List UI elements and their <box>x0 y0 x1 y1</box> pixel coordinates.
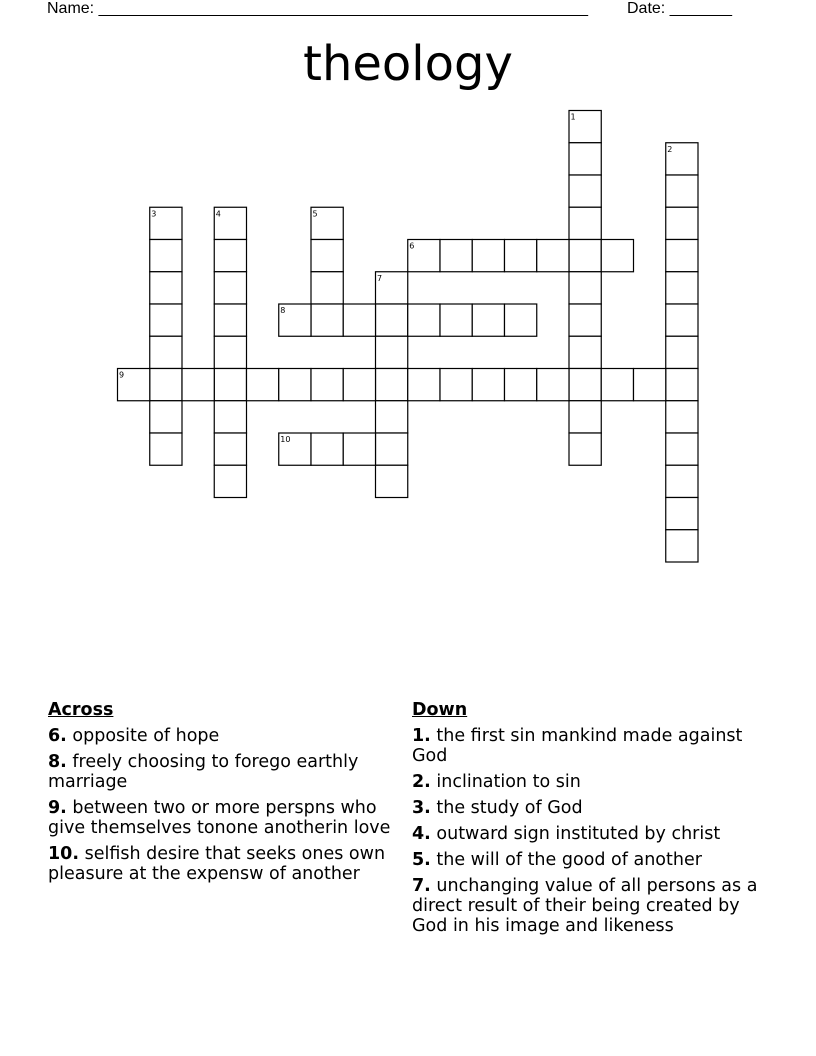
grid-cell[interactable] <box>150 240 182 272</box>
grid-cell[interactable] <box>537 240 569 272</box>
down-clue-3 <box>412 798 764 818</box>
grid-cell[interactable] <box>376 433 408 465</box>
down-clue-4 <box>412 824 764 844</box>
grid-cell[interactable] <box>440 304 472 336</box>
grid-cell[interactable] <box>376 465 408 497</box>
cell-number: 2 <box>667 144 673 154</box>
clue-number: 7. <box>412 876 431 896</box>
clue-number: 10. <box>48 844 80 864</box>
grid-cell[interactable] <box>150 207 182 239</box>
grid-cell[interactable] <box>279 369 311 401</box>
clue-text: between two or more perspns who give themselves tonone anotherin love <box>48 798 391 838</box>
date-field-label: Date: _______ <box>627 0 732 17</box>
grid-cell[interactable] <box>376 369 408 401</box>
clue-text: selfish desire that seeks ones own pleasure at the expensw of another <box>48 844 386 884</box>
across-clue-9 <box>48 798 403 838</box>
grid-cell[interactable] <box>150 369 182 401</box>
grid-cell[interactable] <box>150 401 182 433</box>
grid-cell[interactable] <box>472 240 504 272</box>
grid-cell[interactable] <box>569 304 601 336</box>
grid-cell[interactable] <box>214 272 246 304</box>
grid-cell[interactable] <box>666 272 698 304</box>
grid-cell[interactable] <box>666 207 698 239</box>
clue-text: the first sin mankind made against God <box>412 726 743 766</box>
clue-text: the will of the good of another <box>430 850 702 870</box>
grid-cell[interactable] <box>408 304 440 336</box>
grid-cell[interactable] <box>279 304 311 336</box>
grid-cell[interactable] <box>214 465 246 497</box>
grid-cell[interactable] <box>472 304 504 336</box>
grid-cell[interactable] <box>666 240 698 272</box>
grid-cell[interactable] <box>311 272 343 304</box>
grid-cell[interactable] <box>150 272 182 304</box>
grid-cell[interactable] <box>150 304 182 336</box>
grid-cell[interactable] <box>214 401 246 433</box>
grid-cell[interactable] <box>666 401 698 433</box>
grid-cell[interactable] <box>569 207 601 239</box>
cell-number: 10 <box>280 435 291 444</box>
grid-cell[interactable] <box>666 530 698 562</box>
across-clue-6 <box>48 726 403 746</box>
grid-cell[interactable] <box>569 369 601 401</box>
grid-cell[interactable] <box>376 304 408 336</box>
grid-cell[interactable] <box>311 369 343 401</box>
grid-cell[interactable] <box>376 336 408 368</box>
cell-number: 6 <box>409 241 415 251</box>
grid-cell[interactable] <box>214 369 246 401</box>
across-heading: Across <box>48 700 114 720</box>
grid-cell[interactable] <box>666 304 698 336</box>
cell-number: 9 <box>119 370 125 380</box>
grid-cell[interactable] <box>150 433 182 465</box>
clue-text: freely choosing to forego earthly marriage <box>48 752 359 792</box>
grid-cell[interactable] <box>214 433 246 465</box>
grid-cell[interactable] <box>247 369 279 401</box>
clue-text: opposite of hope <box>66 726 220 746</box>
grid-cell[interactable] <box>311 240 343 272</box>
grid-cell[interactable] <box>311 207 343 239</box>
across-clue-8 <box>48 752 403 792</box>
down-clue-2 <box>412 772 764 792</box>
clue-text: the study of God <box>430 798 583 818</box>
across-clues <box>48 700 403 890</box>
grid-cell[interactable] <box>569 336 601 368</box>
grid-cell[interactable] <box>569 111 601 143</box>
cell-number: 3 <box>151 209 157 219</box>
grid-cell[interactable] <box>182 369 214 401</box>
grid-cell[interactable] <box>343 433 375 465</box>
grid-cell[interactable] <box>214 304 246 336</box>
grid-cell[interactable] <box>214 240 246 272</box>
cell-number: 8 <box>280 306 286 315</box>
grid-cell[interactable] <box>666 433 698 465</box>
grid-cell[interactable] <box>311 304 343 336</box>
grid-cell[interactable] <box>537 369 569 401</box>
clue-text: outward sign instituted by christ <box>430 824 721 844</box>
grid-cell[interactable] <box>279 433 311 465</box>
grid-cell[interactable] <box>343 369 375 401</box>
clue-number: 6. <box>48 726 67 746</box>
grid-cell[interactable] <box>666 336 698 368</box>
grid-cell[interactable] <box>343 304 375 336</box>
grid-cell[interactable] <box>569 272 601 304</box>
grid-cell[interactable] <box>666 175 698 207</box>
grid-cell[interactable] <box>214 207 246 239</box>
grid-cell[interactable] <box>505 369 537 401</box>
clue-number: 5. <box>412 850 431 870</box>
clue-number: 2. <box>412 772 431 792</box>
grid-cell[interactable] <box>408 240 440 272</box>
grid-cell[interactable] <box>666 465 698 497</box>
cell-number: 5 <box>312 209 318 219</box>
page-title: theology <box>303 36 513 92</box>
down-clue-7 <box>412 876 764 936</box>
grid-cell[interactable] <box>666 369 698 401</box>
grid-cell[interactable] <box>118 369 150 401</box>
clue-number: 8. <box>48 752 67 772</box>
grid-cell[interactable] <box>311 433 343 465</box>
clue-text: inclination to sin <box>430 772 581 792</box>
clue-text: unchanging value of all persons as a direct result of their being created by God in his image and likeness <box>412 876 758 936</box>
cell-number: 7 <box>377 273 383 283</box>
down-heading: Down <box>412 700 468 720</box>
grid-cell[interactable] <box>505 240 537 272</box>
across-clue-10 <box>48 844 403 884</box>
cell-number: 4 <box>215 209 221 219</box>
down-clue-5 <box>412 850 764 870</box>
grid-cell[interactable] <box>569 175 601 207</box>
grid-cell[interactable] <box>376 272 408 304</box>
grid-cell[interactable] <box>569 143 601 175</box>
cell-number: 1 <box>570 112 576 122</box>
grid-cell[interactable] <box>569 433 601 465</box>
grid-cell[interactable] <box>569 240 601 272</box>
grid-cell[interactable] <box>666 498 698 530</box>
grid-cell[interactable] <box>408 369 440 401</box>
grid-cell[interactable] <box>150 336 182 368</box>
down-clues <box>412 700 764 942</box>
grid-cell[interactable] <box>505 304 537 336</box>
clue-number: 3. <box>412 798 431 818</box>
grid-cell[interactable] <box>376 401 408 433</box>
clue-number: 1. <box>412 726 431 746</box>
grid-cell[interactable] <box>666 143 698 175</box>
clue-number: 9. <box>48 798 67 818</box>
grid-cell[interactable] <box>601 369 633 401</box>
grid-cell[interactable] <box>569 401 601 433</box>
grid-cell[interactable] <box>440 240 472 272</box>
grid-cell[interactable] <box>601 240 633 272</box>
grid-cell[interactable] <box>214 336 246 368</box>
down-clue-1 <box>412 726 764 766</box>
grid-cell[interactable] <box>472 369 504 401</box>
name-field-label: Name: _______________________________________________________ <box>47 0 588 17</box>
grid-cell[interactable] <box>440 369 472 401</box>
clue-number: 4. <box>412 824 431 844</box>
grid-cell[interactable] <box>634 369 666 401</box>
